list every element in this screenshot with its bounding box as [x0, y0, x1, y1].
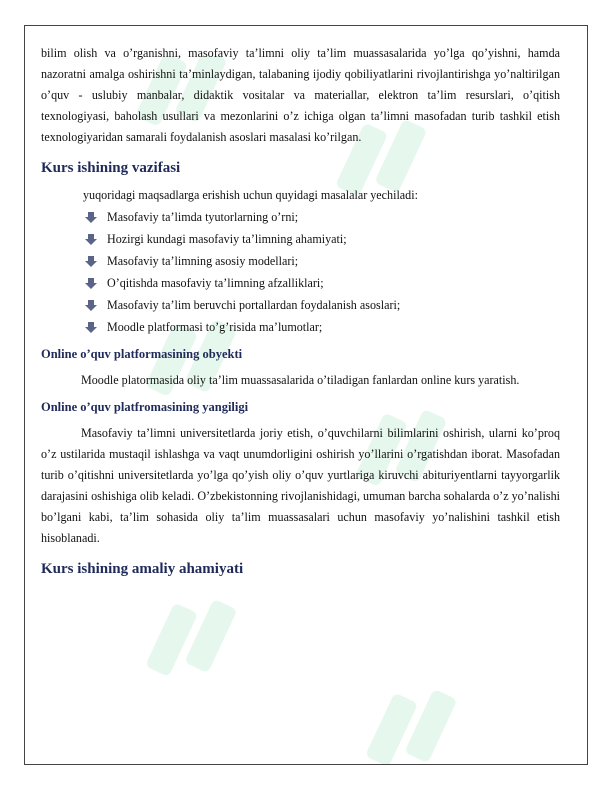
list-item: Moodle platformasi to’g’risida ma’lumotlar; — [85, 316, 560, 338]
heading-ahamiyati: Kurs ishining amaliy ahamiyati — [41, 561, 244, 577]
paragraph-intro: bilim olish va o’rganishni, masofaviy ta’limni oliy ta’lim muassasalarida yo’lga qo’yishni, hamda nazoratni amalga oshirishni ta’minlaydigan, talabaning ijodiy qobiliyatlarini rivojlantirishga yo’naltirilgan o’quv - uslubiy manbalar, didaktik vositalar va materiallar, elektron ta’lim resurslari, o’qitish texnologiyasi, baholash usullari va mezonlarini o’z ichiga olgan ta’limni masofadan turib tashkil etish texnologiyaridan samarali foydalanish asoslari masalasi ko’rilgan. — [41, 46, 560, 144]
arrow-bullet-icon — [85, 234, 97, 245]
document-body — [41, 43, 560, 586]
heading-vazifasi: Kurs ishining vazifasi — [41, 160, 181, 176]
list-item: O’qitishda masofaviy ta’limning afzalliklari; — [85, 272, 560, 294]
heading-obyekti: Online o’quv platformasining obyekti — [41, 347, 243, 361]
list-item: Masofaviy ta’limda tyutorlarning o’rni; — [85, 206, 560, 228]
paragraph-yangiligi: Masofaviy ta’limni universitetlarda joriy etish, o’quvchilarni bilimlarini oshirish, ularni ko’proq o’z ustilarida mustaqil ishlashga va vaqt unumdorligini oshirish yo’llarini o’rgatishdan iborat. Masofadan turib o’qitishni universitetlarda yo’lga qo’yish oliy o’quv yurtlariga kiruvchi abituriyentlarni tayyorgarlik darajasini oshishiga olib keladi. O’zbekistonning rivojlanishidagi, umuman barcha sohalarda o’z yo’nalishi bo’lgani kabi, ta’lim sohasida oliy ta’lim muassasalari uchun masofaviy yo’nalishini tashkil etish hisoblanadi. — [41, 426, 560, 545]
paragraph-obyekti: Moodle platormasida oliy ta’lim muassasalarida o’tiladigan fanlardan online kurs yaratish. — [81, 373, 520, 387]
list-item: Masofaviy ta’lim beruvchi portallardan foydalanish asoslari; — [85, 294, 560, 316]
tasks-intro: yuqoridagi maqsadlarga erishish uchun quyidagi masalalar yechiladi: — [83, 188, 418, 202]
heading-yangiligi: Online o’quv platfromasining yangiligi — [41, 400, 249, 414]
page-frame — [24, 25, 588, 765]
arrow-bullet-icon — [85, 256, 97, 267]
list-item: Hozirgi kundagi masofaviy ta’limning ahamiyati; — [85, 228, 560, 250]
arrow-bullet-icon — [85, 278, 97, 289]
arrow-bullet-icon — [85, 322, 97, 333]
arrow-bullet-icon — [85, 300, 97, 311]
list-item: Masofaviy ta’limning asosiy modellari; — [85, 250, 560, 272]
tasks-list — [41, 206, 560, 338]
arrow-bullet-icon — [85, 212, 97, 223]
